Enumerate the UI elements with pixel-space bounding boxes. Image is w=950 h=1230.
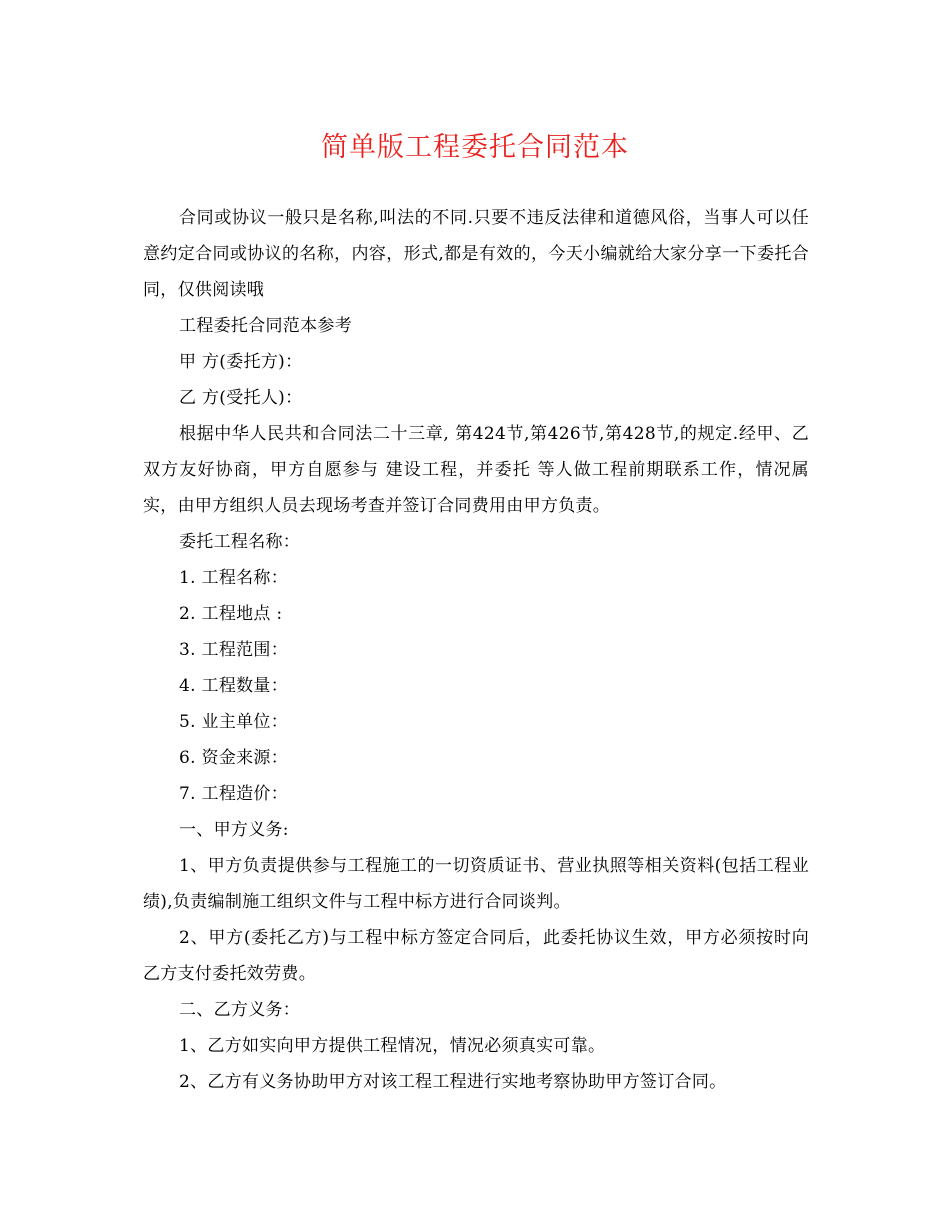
- party-b-duty-2: 2、乙方有义务协助甲方对该工程工程进行实地考察协助甲方签订合同。: [179, 1072, 727, 1092]
- list-item: 6. 资金来源：: [179, 748, 289, 768]
- document-title: 简单版工程委托合同范本: [321, 132, 629, 163]
- legal-basis-paragraph: 根据中华人民共和合同法二十三章, 第424节,第426节,第428节,的规定.经甲、乙双方友好协商，甲方自愿参与 建设工程，并委托 等人做工程前期联系工作，情况属实，由甲方组织人员去现场考查并签订合同费用由甲方负责。: [143, 424, 809, 516]
- party-b-line: 乙 方(受托人)：: [179, 388, 303, 408]
- list-item: 1. 工程名称：: [179, 568, 289, 588]
- party-a-duty-2: 2、甲方(委托乙方)与工程中标方签定合同后，此委托协议生效，甲方必须按时向乙方支付委托效劳费。: [143, 928, 809, 984]
- project-name-heading: 委托工程名称：: [179, 532, 301, 552]
- list-item: 5. 业主单位：: [179, 712, 289, 732]
- party-b-duties-heading: 二、乙方义务：: [179, 1000, 301, 1020]
- party-a-duty-1: 1、甲方负责提供参与工程施工的一切资质证书、营业执照等相关资料(包括工程业绩),负责编制施工组织文件与工程中标方进行合同谈判。: [143, 856, 809, 912]
- document-body: [143, 200, 809, 1100]
- list-item: 2. 工程地点 :: [179, 604, 283, 624]
- party-a-duties-heading: 一、甲方义务:: [179, 820, 289, 840]
- list-item: 4. 工程数量：: [179, 676, 289, 696]
- list-item: 7. 工程造价：: [179, 784, 289, 804]
- party-a-line: 甲 方(委托方)：: [179, 352, 303, 372]
- list-item: 3. 工程范围：: [179, 640, 289, 660]
- section-heading: 工程委托合同范本参考: [179, 316, 352, 336]
- party-b-duty-1: 1、乙方如实向甲方提供工程情况，情况必须真实可靠。: [179, 1036, 606, 1056]
- intro-paragraph: 合同或协议一般只是名称,叫法的不同.只要不违反法律和道德风俗，当事人可以任意约定合同或协议的名称，内容，形式,都是有效的，今天小编就给大家分享一下委托合同，仅供阅读哦: [143, 208, 809, 300]
